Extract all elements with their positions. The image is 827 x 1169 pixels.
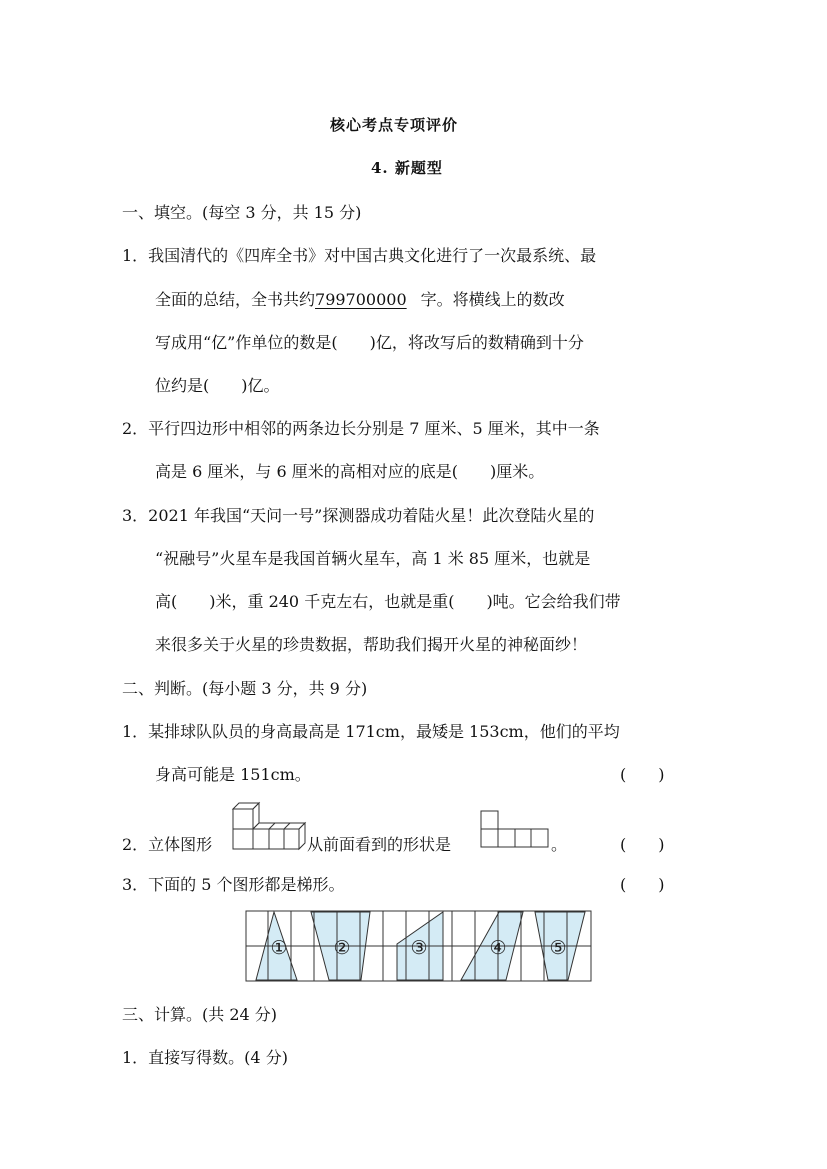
s1-q1-line2-pre: 全面的总结，全书共约 (155, 290, 316, 309)
solid-figure-icon (231, 801, 307, 851)
trapezoid-grid-figure (245, 910, 593, 984)
answer-bracket: ( ) (620, 875, 665, 894)
s1-q1-line2 (155, 287, 565, 310)
s2-q2-pre: 2．立体图形 (122, 835, 213, 854)
s1-q2-line2: 高是 6 厘米，与 6 厘米的高相对应的底是( )厘米。 (155, 462, 545, 481)
s1-q3-line1: 3．2021 年我国“天问一号”探测器成功着陆火星！此次登陆火星的 (122, 506, 595, 525)
s2-q1-line2: 身高可能是 151cm。 (155, 765, 311, 784)
s1-q1-line2-post: 字。将横线上的数改 (420, 290, 565, 309)
shape-label: ① (270, 937, 288, 959)
s1-q1-line4: 位约是( )亿。 (155, 376, 280, 395)
s1-q3-line2: “祝融号”火星车是我国首辆火星车，高 1 米 85 厘米，也就是 (155, 549, 591, 568)
s1-q2-line1: 2．平行四边形中相邻的两条边长分别是 7 厘米、5 厘米，其中一条 (122, 419, 600, 438)
shape-label: ④ (489, 937, 507, 959)
answer-bracket: ( ) (620, 765, 665, 784)
s2-q3-text: 3．下面的 5 个图形都是梯形。 (122, 875, 345, 894)
s3-q1-text: 1．直接写得数。(4 分) (122, 1048, 288, 1067)
s1-q3-line3: 高( )米，重 240 千克左右，也就是重( )吨。它会给我们带 (155, 592, 621, 611)
section-1-heading: 一、填空。(每空 3 分，共 15 分) (122, 203, 362, 222)
s1-q1-line1: 1．我国清代的《四库全书》对中国古典文化进行了一次最系统、最 (122, 246, 597, 265)
shape-label: ⑤ (549, 937, 567, 959)
shape-label: ② (333, 937, 351, 959)
front-view-icon (480, 810, 550, 850)
underlined-number: 799700000 (315, 290, 407, 309)
s2-q2-mid: 从前面看到的形状是 (307, 835, 452, 854)
section-2-heading: 二、判断。(每小题 3 分，共 9 分) (122, 679, 368, 698)
s1-q1-line3: 写成用“亿”作单位的数是( )亿，将改写后的数精确到十分 (155, 333, 584, 352)
s2-q2-post: 。 (551, 835, 568, 854)
section-3-heading: 三、计算。(共 24 分) (122, 1005, 278, 1024)
page-title: 核心考点专项评价 (330, 116, 459, 134)
s1-q3-line4: 来很多关于火星的珍贵数据，帮助我们揭开火星的神秘面纱！ (155, 635, 588, 654)
shape-label: ③ (410, 937, 428, 959)
page-subtitle: 4. 新题型 (371, 159, 443, 177)
s2-q1-line1: 1．某排球队队员的身高最高是 171cm，最矮是 153cm，他们的平均 (122, 722, 620, 741)
answer-bracket: ( ) (620, 835, 665, 854)
